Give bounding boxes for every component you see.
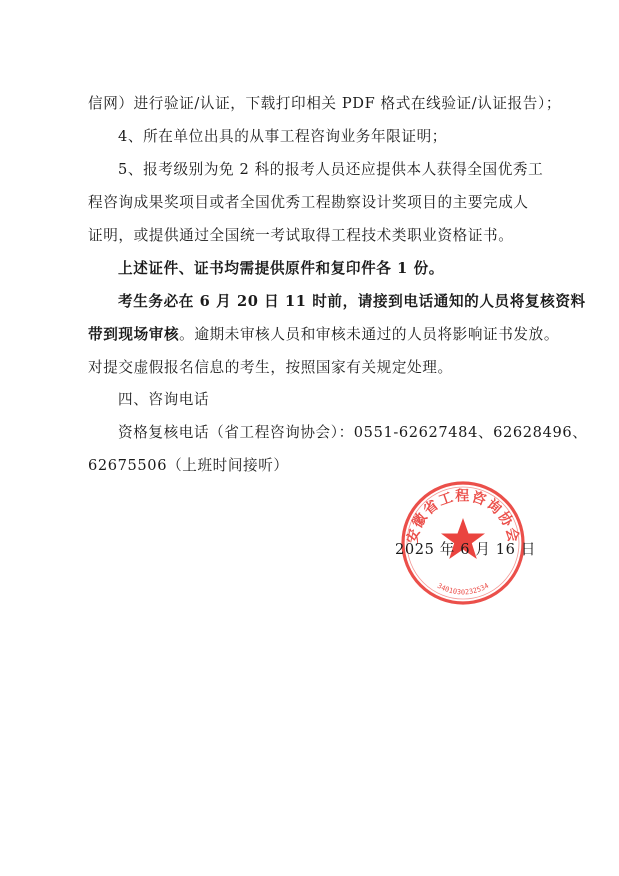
seal-org-text: 安徽省工程咨询协会 — [404, 488, 522, 545]
bold-deadline-line: 考生务必在 6 月 20 日 11 时前，请接到电话通知的人员将复核资料 — [118, 293, 586, 310]
text-line: 4、所在单位出具的从事工程咨询业务年限证明； — [118, 128, 447, 145]
text-line: 资格复核电话（省工程咨询协会）：0551-62627484、62628496、 — [118, 424, 588, 441]
text-span: 。逾期未审核人员和审核未通过的人员将影响证书发放。 — [179, 326, 560, 343]
text-line: 程咨询成果奖项目或者全国优秀工程勘察设计奖项目的主要完成人 — [88, 194, 529, 211]
text-line: 62675506（上班时间接听） — [88, 457, 289, 474]
text-line: 信网）进行验证/认证，下载打印相关 PDF 格式在线验证/认证报告）； — [88, 95, 562, 112]
text-line: 5、报考级别为免 2 科的报考人员还应提供本人获得全国优秀工 — [118, 161, 544, 178]
seal-code-text: 3401030232534 — [435, 581, 491, 597]
section-heading: 四、咨询电话 — [118, 391, 210, 408]
text-line: 证明，或提供通过全国统一考试取得工程技术类职业资格证书。 — [88, 227, 514, 244]
document-date: 2025 年 6 月 16 日 — [395, 541, 536, 558]
bold-onsite-text: 带到现场审核 — [88, 326, 180, 343]
bold-notice-line: 上述证件、证书均需提供原件和复印件各 1 份。 — [118, 260, 444, 277]
text-line: 对提交虚假报名信息的考生，按照国家有关规定处理。 — [88, 359, 453, 376]
text-line — [88, 325, 559, 345]
